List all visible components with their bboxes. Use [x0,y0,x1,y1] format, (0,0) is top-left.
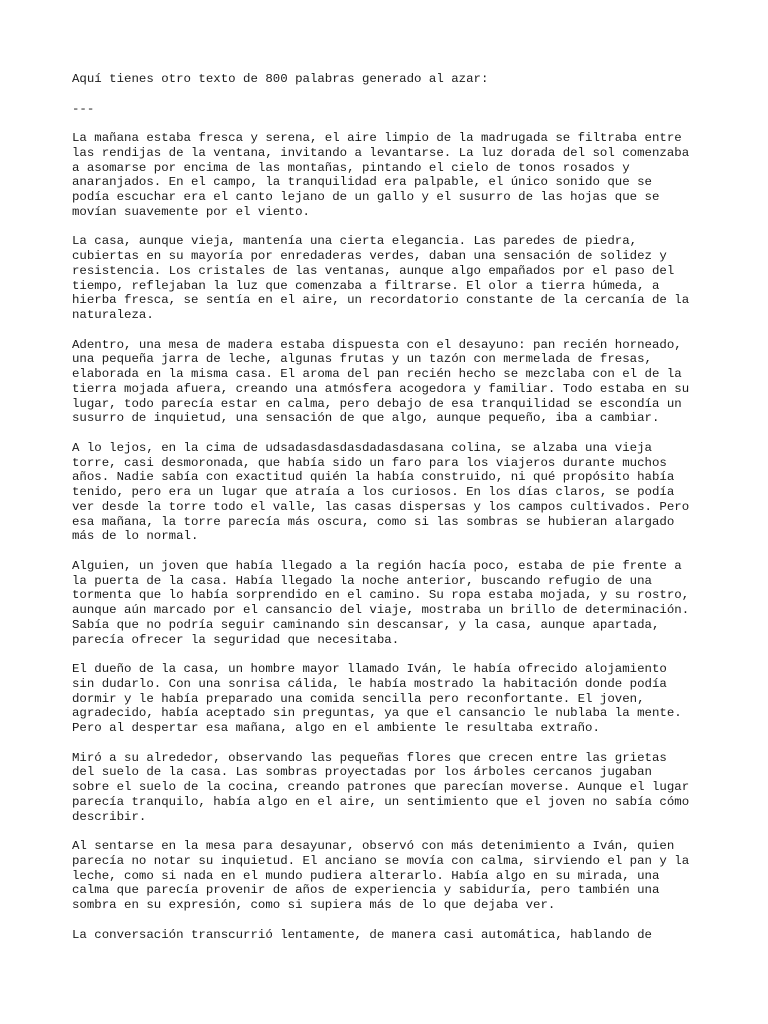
paragraph-line: la puerta de la casa. Había llegado la noche anterior, buscando refugio de una [72,573,652,588]
paragraph-line: movían suavemente por el viento. [72,204,310,219]
paragraph-line: del suelo de la casa. Las sombras proyectadas por los árboles cercanos jugaban [72,765,652,780]
paragraph-line: Miró a su alrededor, observando las pequeñas flores que crecen entre las grietas [72,750,667,765]
paragraph-line: A lo lejos, en la cima de udsadasdasdasdadasdasana colina, se alzaba una vieja [72,440,652,455]
paragraph-line: parecía no notar su inquietud. El anciano se movía con calma, sirviendo el pan y la [72,853,690,868]
paragraph-line: podía escuchar era el canto lejano de un gallo y el susurro de las hojas que se [72,190,660,204]
paragraph [72,441,712,544]
paragraph-line: Sabía que no podría seguir caminando sin descansar, y la casa, aunque apartada, [72,617,660,632]
paragraph-line: cubiertas en su mayoría por enredaderas verdes, daban una sensación de solidez y [72,249,667,263]
paragraph-line: resistencia. Los cristales de las ventanas, aunque algo empañados por el paso del [72,263,675,278]
paragraph [72,839,712,913]
paragraph-line: dormir y le había preparado una comida sencilla pero reconfortante. El joven, [72,691,645,706]
paragraph-line: sin dudarlo. Con una sonrisa cálida, le había mostrado la habitación donde podía [72,676,667,691]
paragraph-line: anaranjados. En el campo, la tranquilidad era palpable, el único sonido que se [72,175,652,190]
paragraph-line: ver desde la torre todo el valle, las casas dispersas y los campos cultivados. Pero [72,499,690,514]
paragraph-line: Adentro, una mesa de madera estaba dispuesta con el desayuno: pan recién horneado, [72,337,682,352]
separator-line [72,102,712,117]
paragraph-line: más de lo normal. [72,529,199,544]
paragraph-line: La casa, aunque vieja, mantenía una cierta elegancia. Las paredes de piedra, [72,234,638,249]
paragraph-line: describir. [72,809,147,824]
paragraph-line: sombra en su expresión, como si supiera más de lo que dejaba ver. [72,898,556,912]
paragraph [72,928,712,943]
paragraph [72,131,712,220]
paragraph-line: elaborada en la misma casa. El aroma del pan recién hecho se mezclaba con el de la [72,367,682,381]
paragraph-line: parecía tranquilo, había algo en el aire, un sentimiento que el joven no sabía cómo [72,794,690,809]
paragraph [72,751,712,825]
paragraph [72,234,712,323]
separator-text: --- [72,101,95,116]
paragraph-line: una pequeña jarra de leche, algunas frutas y un tazón con mermelada de fresas, [72,352,652,367]
paragraph-line: tenido, pero era un lugar que atraía a los curiosos. En los días claros, se podía [72,485,675,499]
paragraph-line: años. Nadie sabía con exactitud quién la había construido, ni qué propósito había [72,470,675,485]
paragraph-line: La mañana estaba fresca y serena, el aire limpio de la madrugada se filtraba entre [72,131,682,145]
paragraph [72,338,712,427]
paragraph-line: naturaleza. [72,308,154,322]
paragraph-line: aunque aún marcado por el cansancio del viaje, mostraba un brillo de determinación. [72,603,690,617]
paragraph-line: sobre el suelo de la cocina, creando patrones que parecían moverse. Aunque el lugar [72,780,690,794]
paragraph-line: Al sentarse en la mesa para desayunar, observó con más detenimiento a Iván, quien [72,839,675,853]
paragraph-line: hierba fresca, se sentía en el aire, un recordatorio constante de la cercanía de la [72,293,690,308]
paragraph-line: lugar, todo parecía estar en calma, pero debajo de esa tranquilidad se escondía un [72,396,682,411]
paragraph-line: agradecido, había aceptado sin preguntas, ya que el cansancio le nublaba la mente. [72,706,682,721]
intro-line [72,72,712,87]
paragraph-line: torre, casi desmoronada, que había sido un faro para los viajeros durante muchos [72,455,667,470]
paragraph-line: tiempo, reflejaban la luz que comenzaba a filtrarse. El olor a tierra húmeda, a [72,278,660,293]
paragraph-line: a asomarse por encima de las montañas, pintando el cielo de tonos rosados y [72,160,630,175]
paragraph-line: esa mañana, la torre parecía más oscura, como si las sombras se hubieran alargado [72,514,675,529]
paragraph-line: calma que parecía provenir de años de experiencia y sabiduría, pero también una [72,883,660,898]
intro-text: Aquí tienes otro texto de 800 palabras generado al azar: [72,72,489,86]
document-page [72,72,712,957]
paragraph-line: El dueño de la casa, un hombre mayor llamado Iván, le había ofrecido alojamiento [72,662,667,676]
paragraph-line: tierra mojada afuera, creando una atmósfera acogedora y familiar. Todo estaba en su [72,381,690,396]
body-paragraphs [72,131,712,942]
paragraph-line: Pero al despertar esa mañana, algo en el ambiente le resultaba extraño. [72,721,600,735]
paragraph-line: Alguien, un joven que había llegado a la región hacía poco, estaba de pie frente a [72,558,682,573]
paragraph-line: las rendijas de la ventana, invitando a levantarse. La luz dorada del sol comenzaba [72,145,690,160]
paragraph [72,559,712,648]
paragraph-line: susurro de inquietud, una sensación de que algo, aunque pequeño, iba a cambiar. [72,411,660,426]
paragraph-line: parecía ofrecer la seguridad que necesitaba. [72,632,400,647]
paragraph [72,662,712,736]
paragraph-line: tormenta que lo había sorprendido en el camino. Su ropa estaba mojada, y su rostro, [72,588,690,603]
paragraph-line: leche, como si nada en el mundo pudiera alterarlo. Había algo en su mirada, una [72,868,660,883]
paragraph-line: La conversación transcurrió lentamente, de manera casi automática, hablando de [72,927,652,942]
